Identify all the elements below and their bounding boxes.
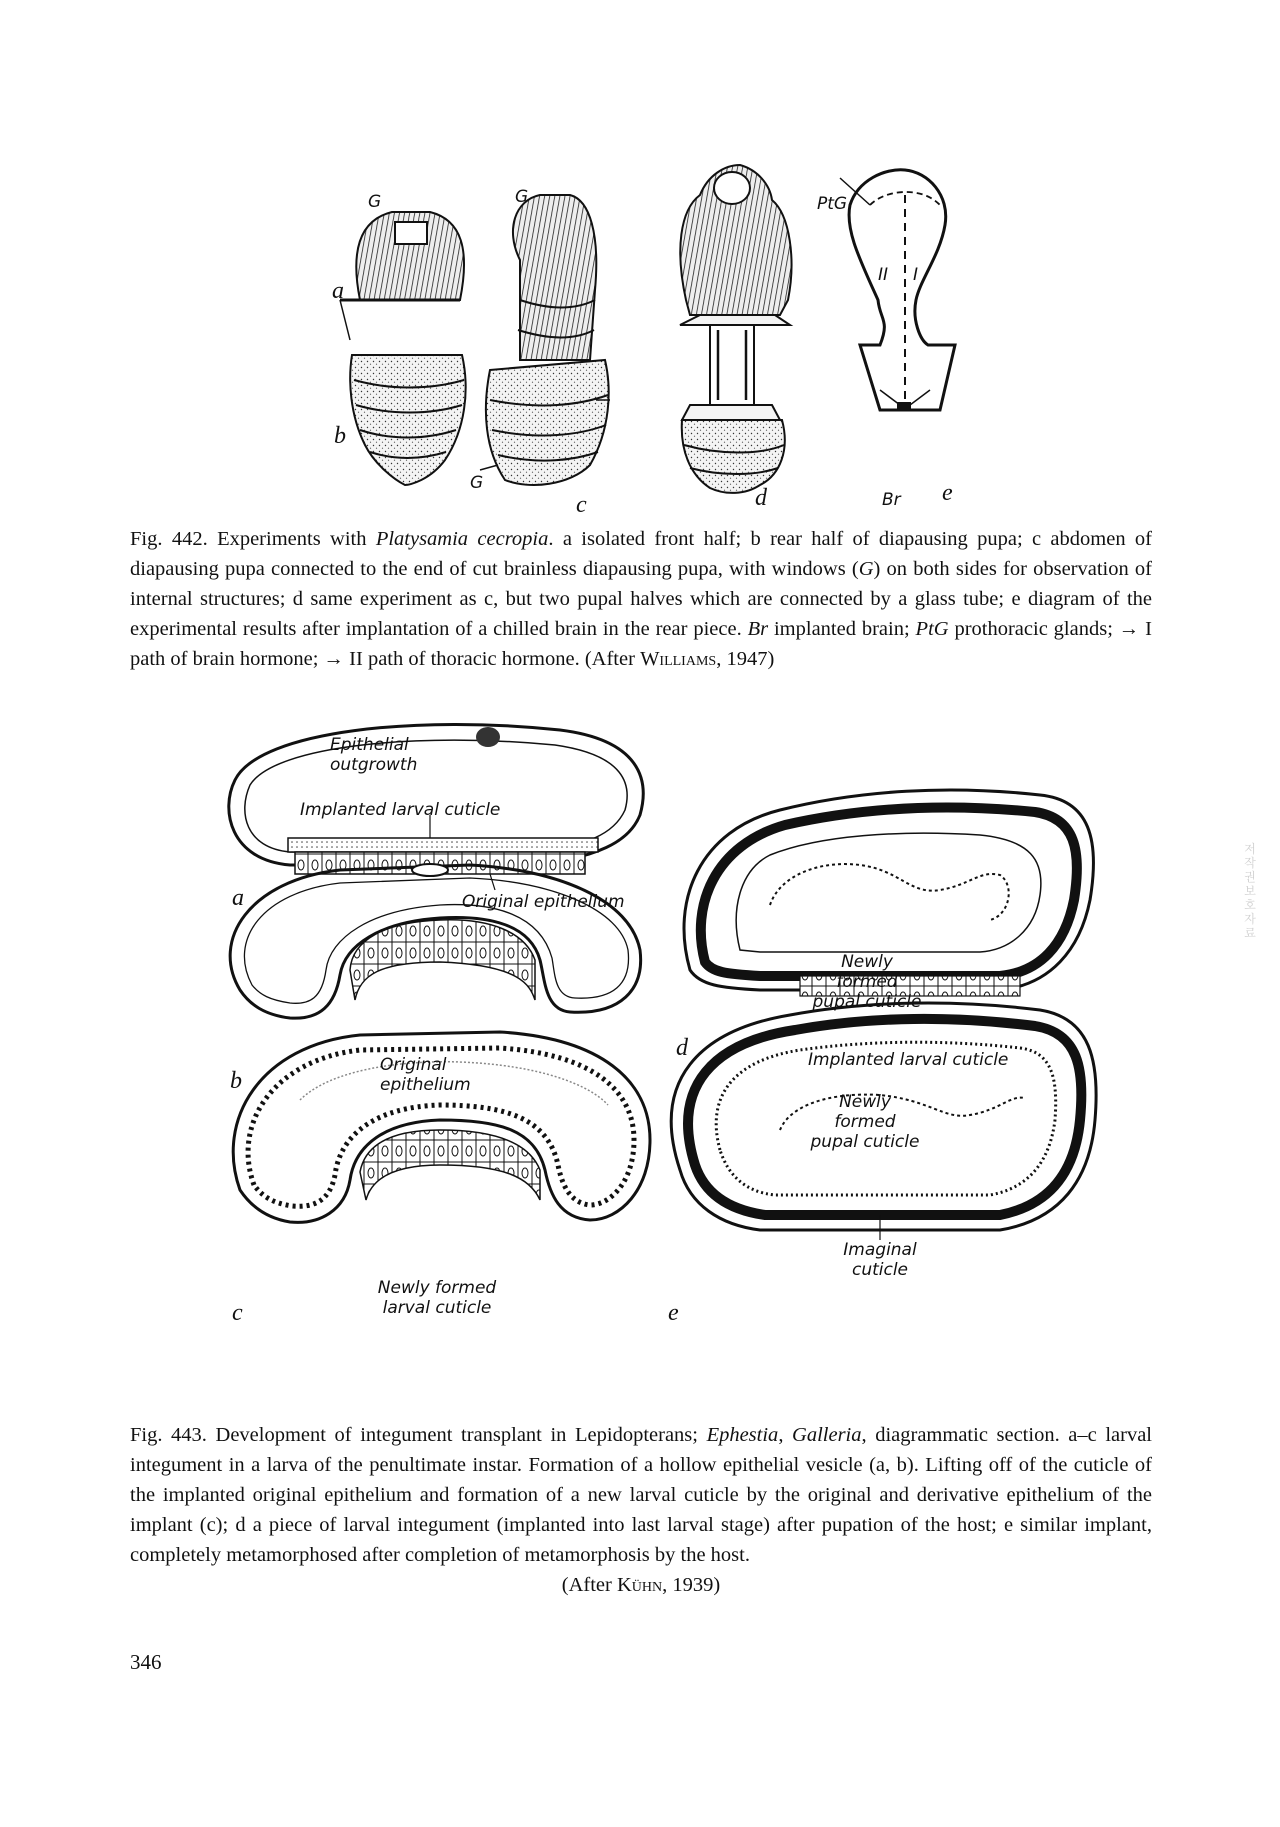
label-implanted-larval-cuticle-e: Implanted larval cuticle <box>808 1050 1009 1070</box>
label-a: a <box>332 278 344 304</box>
copyright-watermark: 저작권 보호 자료 <box>1244 842 1256 940</box>
label-c: c <box>576 492 587 518</box>
label-b-443: b <box>230 1068 242 1094</box>
fig-442-number: Fig. 442. <box>130 528 208 550</box>
caption-442-br: Br <box>747 618 769 640</box>
figure-442 <box>0 0 1280 520</box>
author-kuhn: Kühn <box>617 1574 663 1596</box>
caption-442-part: ) on both sides for observation of internal structures; d same experiment as c, but two pupal halves which are connected by a glass tube; e diagram of the experimental results after implantation of a chilled brain in the rear piece. <box>130 558 1152 640</box>
caption-442-year: , 1947) <box>716 648 775 670</box>
genus-galleria: Galleria <box>792 1424 862 1446</box>
section-b <box>230 864 640 1018</box>
label-e-443: e <box>668 1300 679 1326</box>
label-a-443: a <box>232 885 244 911</box>
figure-443 <box>0 700 1280 1440</box>
label-newly-formed-pupal-cuticle-d: Newly formed pupal cuticle <box>812 952 922 1012</box>
label-newly-formed-pupal-cuticle-e: Newly formed pupal cuticle <box>810 1092 920 1152</box>
caption-fig-442-text <box>130 524 1152 674</box>
label-g-c-bottom: G <box>470 473 484 493</box>
label-newly-formed-larval-cuticle: Newly formed larval cuticle <box>377 1278 497 1318</box>
label-roman-ii: II <box>878 265 889 285</box>
caption-442-part: Experiments with <box>217 528 376 550</box>
label-d-443: d <box>676 1035 688 1061</box>
caption-442-ptg: PtG <box>915 618 949 640</box>
pupa-connected-c <box>480 195 610 485</box>
label-original-epithelium-b: Original epithelium <box>380 1055 471 1095</box>
caption-fig-443 <box>130 1420 1152 1600</box>
pupa-glass-tube-d <box>680 165 791 493</box>
label-implanted-larval-cuticle: Implanted larval cuticle <box>300 800 501 820</box>
caption-fig-443-source <box>130 1570 1152 1600</box>
label-roman-i: I <box>913 265 919 285</box>
caption-442-part: implanted brain; <box>768 618 916 640</box>
label-ptg: PtG <box>817 194 848 214</box>
pupa-rear-half-b <box>350 355 465 485</box>
caption-443-after: (After <box>561 1574 617 1596</box>
label-original-epithelium-a: Original epithelium <box>462 892 625 912</box>
caption-442-part: prothoracic glands; → I path of brain hormone; → II path of thoracic hormone. (After <box>130 618 1152 670</box>
page-number: 346 <box>130 1650 162 1674</box>
label-g-a: G <box>368 192 382 212</box>
pupa-front-half-a <box>340 212 464 340</box>
author-williams: Williams <box>640 648 717 670</box>
label-epithelial-outgrowth: Epithelial outgrowth <box>330 735 418 775</box>
label-d: d <box>755 485 767 511</box>
caption-fig-443-text <box>130 1420 1152 1570</box>
caption-443-part: Development of integument transplant in Lepidopterans; <box>215 1424 707 1446</box>
label-br: Br <box>882 490 901 510</box>
caption-fig-442 <box>130 524 1152 674</box>
label-g-c-top: G <box>515 187 529 207</box>
caption-442-part: . a isolated front half; b rear half of diapausing pupa; c abdomen of diapausing pupa connected to the end of cut brainless diapausing pupa, with windows ( <box>130 528 1152 580</box>
species-name: Platysamia cecropia <box>375 528 549 550</box>
hormone-diagram-e <box>840 170 955 410</box>
label-e: e <box>942 480 953 506</box>
genus-ephestia: Ephestia <box>706 1424 779 1446</box>
caption-443-part: , <box>778 1424 793 1446</box>
figure-442-drawing <box>0 0 1280 520</box>
label-imaginal-cuticle: Imaginal cuticle <box>843 1240 917 1280</box>
caption-442-g: G <box>858 558 874 580</box>
label-b: b <box>334 423 346 449</box>
caption-443-part: , diagrammatic section. a–c larval integument in a larva of the penultimate instar. Formation of a hollow epithelial vesicle (a, b). Lifting off of the cuticle of the implanted original epithelium and formation of a new larval cuticle by the original and derivative epithelium of the implant (c); d a piece of larval integument (implanted into last larval stage) after pupation of the host; e similar implant, completely metamorphosed after completion of metamorphosis by the host. <box>130 1424 1152 1566</box>
label-c-443: c <box>232 1300 243 1326</box>
caption-443-year: , 1939) <box>662 1574 721 1596</box>
fig-443-number: Fig. 443. <box>130 1424 207 1446</box>
figure-443-drawing <box>0 700 1280 1440</box>
